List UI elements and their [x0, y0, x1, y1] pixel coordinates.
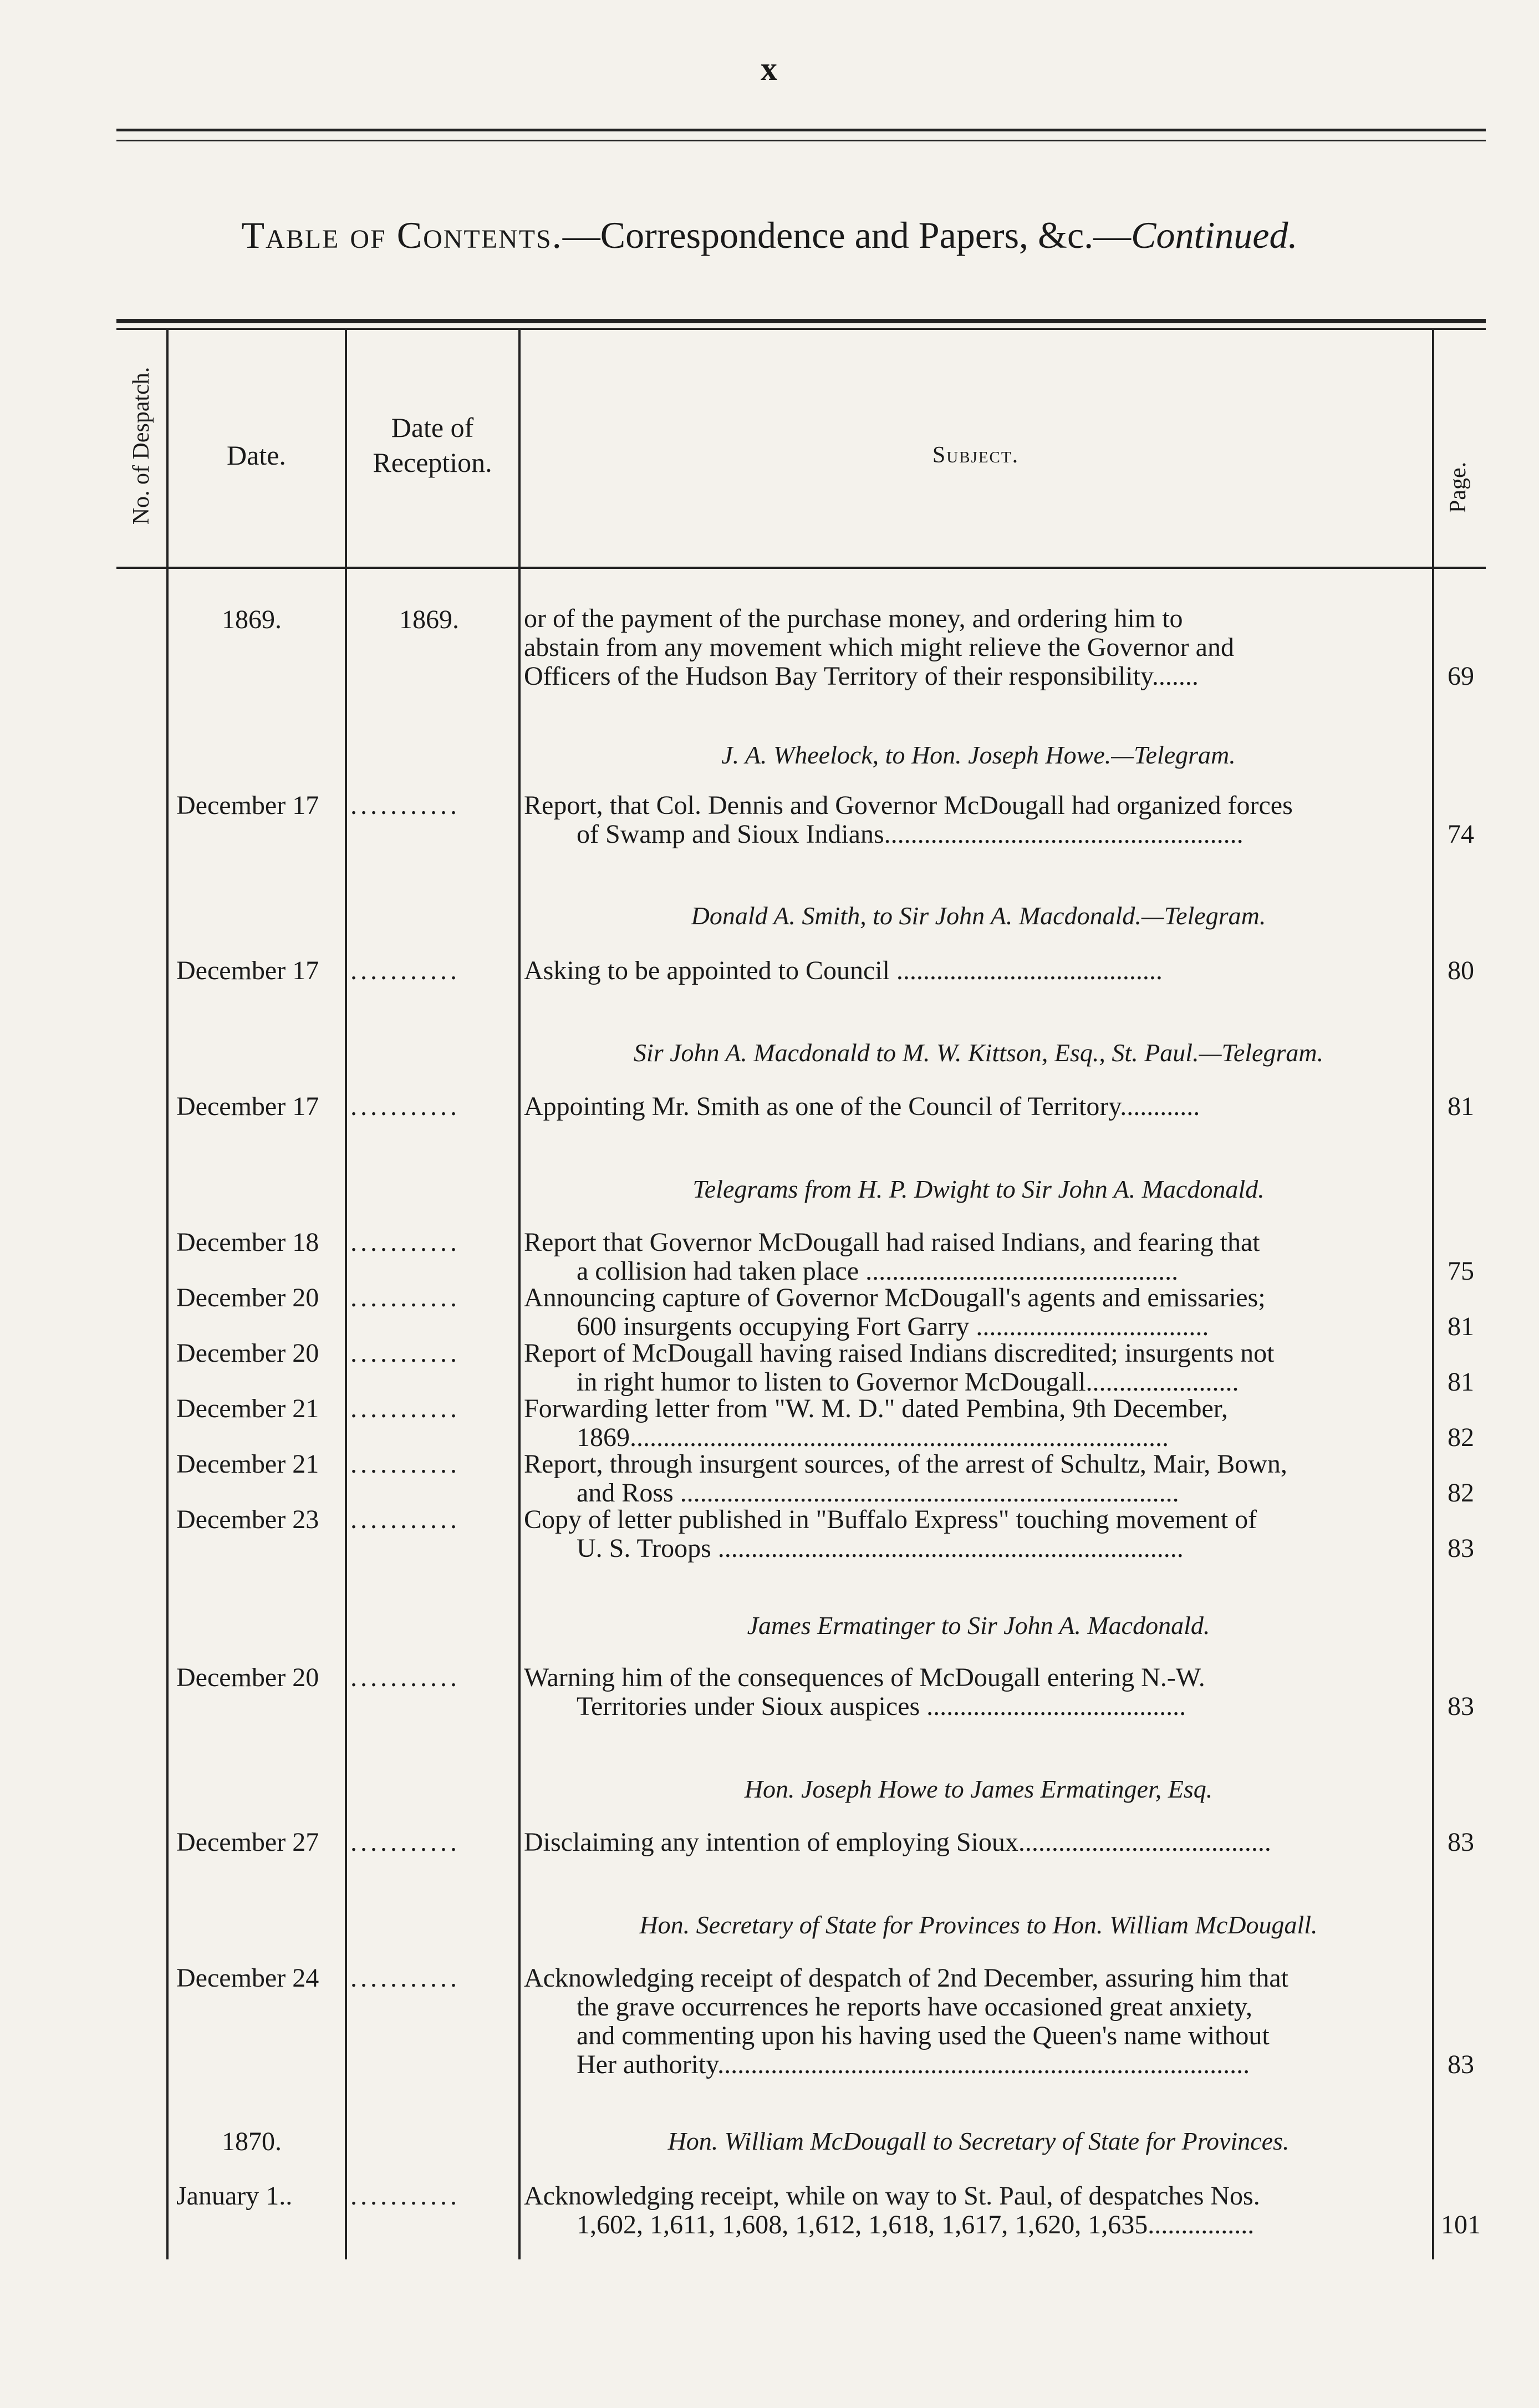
- year-reception-1869: 1869.: [399, 605, 459, 634]
- entry-date: December 20: [176, 1663, 319, 1692]
- entry-reception: ...........: [350, 1394, 460, 1423]
- entry-date: December 21: [176, 1394, 319, 1423]
- entry-date: December 17: [176, 791, 319, 820]
- entry-date: December 18: [176, 1228, 319, 1257]
- entry-page: 69: [1448, 661, 1474, 691]
- section-heading: Hon. Secretary of State for Provinces to Hon. William McDougall.: [639, 1911, 1318, 1939]
- entry-page: 75: [1448, 1256, 1474, 1286]
- entry-date: December 27: [176, 1827, 319, 1857]
- entry-page: 81: [1448, 1367, 1474, 1397]
- header-page: Page.: [1445, 461, 1471, 513]
- entry-date: December 17: [176, 956, 319, 985]
- entry-page: 74: [1448, 819, 1474, 849]
- entry-subject: Announcing capture of Governor McDougall's agents and emissaries; 600 insurgents occupying Fort Garry ...................................: [524, 1284, 1266, 1341]
- entry-date: December 20: [176, 1338, 319, 1368]
- entry-subject: Report, through insurgent sources, of the arrest of Schultz, Mair, Bown, and Ross ...........................................................................: [524, 1450, 1287, 1508]
- entry-reception: ...........: [350, 1963, 460, 1993]
- entry-page: 83: [1448, 1827, 1474, 1857]
- entry-page: 81: [1448, 1312, 1474, 1341]
- entry-reception: ...........: [350, 791, 460, 820]
- entry-page: 83: [1448, 1534, 1474, 1563]
- page-number: x: [761, 50, 778, 87]
- section-heading: Donald A. Smith, to Sir John A. Macdonald.—Telegram.: [691, 902, 1266, 930]
- entry-reception: ...........: [350, 1283, 460, 1312]
- header-despatch: No. of Despatch.: [129, 366, 154, 525]
- header-bottom-rule: [116, 567, 1486, 569]
- entry-date: January 1..: [176, 2181, 293, 2211]
- entry-page: 101: [1441, 2210, 1481, 2239]
- entry-page: 82: [1448, 1478, 1474, 1508]
- header-rule-top: [116, 129, 1486, 131]
- year-date-1870: 1870.: [222, 2127, 282, 2156]
- section-heading: Sir John A. Macdonald to M. W. Kittson, Esq., St. Paul.—Telegram.: [633, 1038, 1324, 1067]
- entry-subject: or of the payment of the purchase money, and ordering him to abstain from any movement which might relieve the Governor and Officers of the Hudson Bay Territory of their responsibility.......: [524, 604, 1234, 691]
- entry-reception: ...........: [350, 956, 460, 985]
- section-heading: James Ermatinger to Sir John A. Macdonald.: [747, 1611, 1210, 1640]
- entry-reception: ...........: [350, 1663, 460, 1692]
- table-top-rule-thin: [116, 328, 1486, 330]
- entry-subject: Report that Governor McDougall had raised Indians, and fearing that a collision had taken place ...............................................: [524, 1228, 1260, 1286]
- entry-reception: ...........: [350, 1228, 460, 1257]
- entry-subject: Asking to be appointed to Council ........................................: [524, 956, 1163, 985]
- section-heading: Telegrams from H. P. Dwight to Sir John A. Macdonald.: [692, 1175, 1265, 1203]
- entry-reception: ...........: [350, 1338, 460, 1368]
- table-top-rule: [116, 319, 1486, 323]
- entry-date: December 20: [176, 1283, 319, 1312]
- page-title: [0, 213, 1539, 257]
- col-divider-reception: [518, 330, 521, 2259]
- entry-reception: ...........: [350, 2181, 460, 2211]
- entry-subject: Warning him of the consequences of McDougall entering N.-W. Territories under Sioux auspices .......................................: [524, 1663, 1205, 1721]
- col-divider-date: [345, 330, 347, 2259]
- col-divider-despatch: [166, 330, 169, 2259]
- entry-date: December 17: [176, 1092, 319, 1121]
- header-date: Date.: [227, 440, 286, 471]
- entry-subject: Report of McDougall having raised Indians discredited; insurgents not in right humor to listen to Governor McDougall.......................: [524, 1339, 1275, 1397]
- entry-reception: ...........: [350, 1449, 460, 1479]
- entry-page: 83: [1448, 2050, 1474, 2079]
- entry-page: 83: [1448, 1692, 1474, 1721]
- entry-subject: Forwarding letter from "W. M. D." dated Pembina, 9th December, 1869.................................................................................: [524, 1394, 1228, 1452]
- entry-subject: Acknowledging receipt, while on way to St. Paul, of despatches Nos. 1,602, 1,611, 1,608, 1,612, 1,618, 1,617, 1,620, 1,635................: [524, 2182, 1260, 2239]
- header-rule-bottom: [116, 140, 1486, 141]
- entry-reception: ...........: [350, 1505, 460, 1534]
- entry-date: December 21: [176, 1449, 319, 1479]
- entry-subject: Acknowledging receipt of despatch of 2nd December, assuring him that the grave occurrences he reports have occasioned great anxiety, and commenting upon his having used the Queen's name without Her authority................................................................................: [524, 1964, 1288, 2079]
- header-subject: Subject.: [932, 442, 1020, 468]
- title-continued: Continued.: [1131, 214, 1298, 256]
- entry-subject: Appointing Mr. Smith as one of the Council of Territory............: [524, 1092, 1200, 1121]
- entry-page: 80: [1448, 956, 1474, 985]
- entry-subject: Disclaiming any intention of employing Sioux......................................: [524, 1828, 1271, 1857]
- entry-subject: Report, that Col. Dennis and Governor McDougall had organized forces of Swamp and Sioux Indians......................................................: [524, 791, 1293, 849]
- entry-reception: ...........: [350, 1827, 460, 1857]
- section-heading: Hon. Joseph Howe to James Ermatinger, Esq.: [744, 1775, 1213, 1803]
- section-heading: Hon. William McDougall to Secretary of State for Provinces.: [667, 2127, 1290, 2155]
- title-main: Table of Contents.: [241, 214, 563, 256]
- entry-date: December 23: [176, 1505, 319, 1534]
- entry-subject: Copy of letter published in "Buffalo Express" touching movement of U. S. Troops ......................................................................: [524, 1505, 1257, 1563]
- year-date-1869: 1869.: [222, 605, 282, 634]
- title-sub: —Correspondence and Papers, &c.—: [562, 214, 1132, 256]
- entry-page: 82: [1448, 1423, 1474, 1452]
- entry-page: 81: [1448, 1092, 1474, 1121]
- entry-reception: ...........: [350, 1092, 460, 1121]
- section-heading: J. A. Wheelock, to Hon. Joseph Howe.—Telegram.: [721, 741, 1236, 769]
- entry-date: December 24: [176, 1963, 319, 1993]
- header-reception: Date of Reception.: [373, 412, 492, 478]
